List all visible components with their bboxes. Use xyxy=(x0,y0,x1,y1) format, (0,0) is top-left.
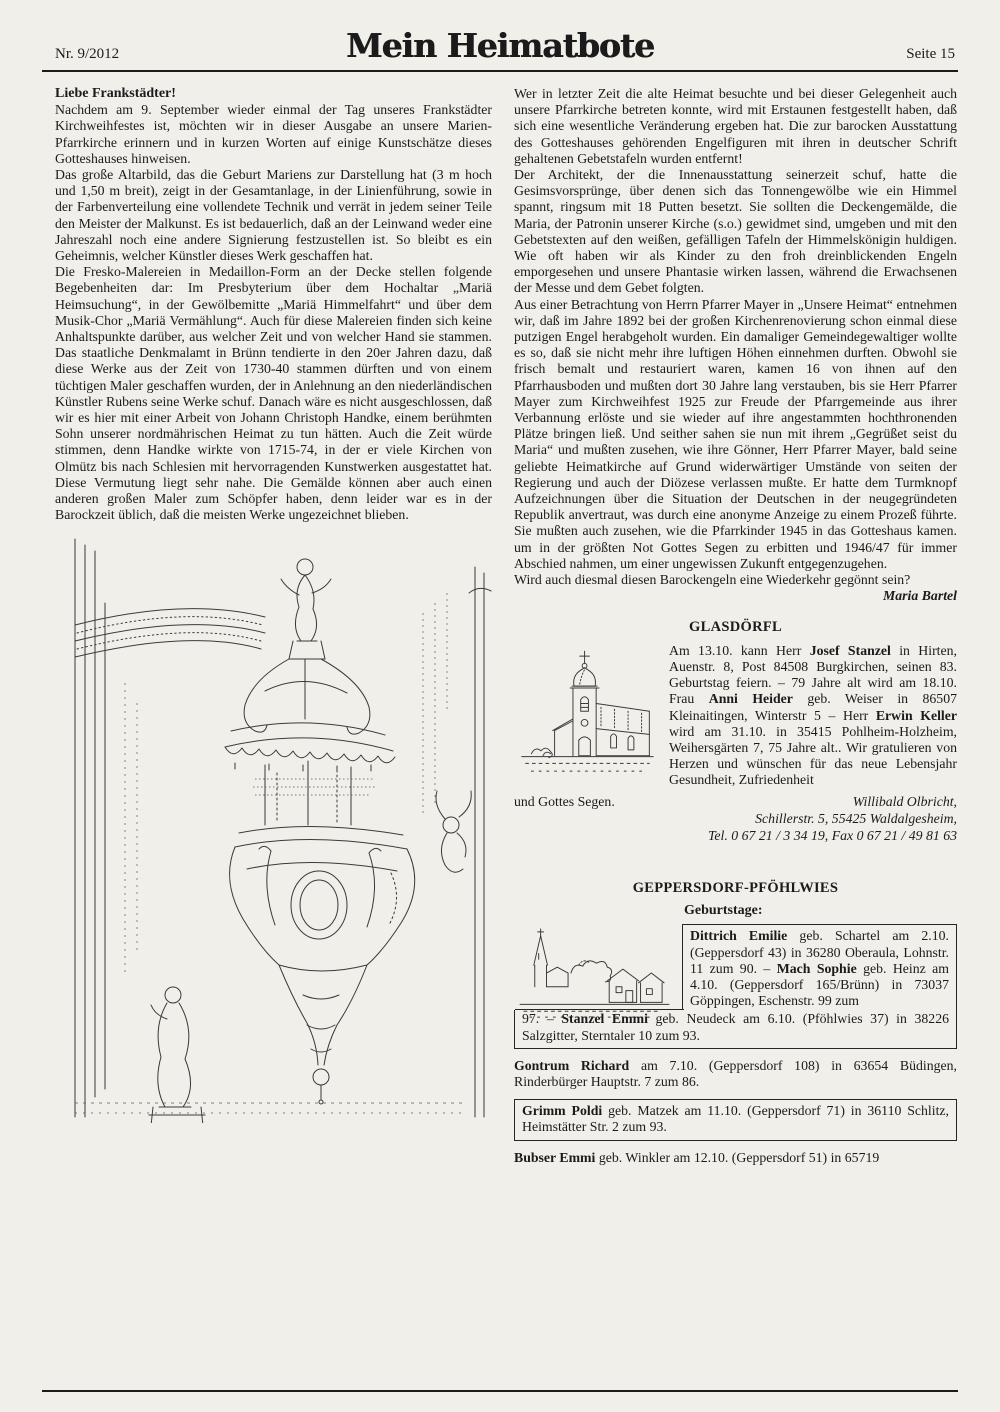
geppersdorf-section xyxy=(514,880,957,1166)
pulpit-illustration xyxy=(55,533,492,1123)
church-drawing xyxy=(514,645,659,790)
issue-number: Nr. 9/2012 xyxy=(55,46,120,62)
article-paragraph: Der Architekt, der die Innenausstattung seinerzeit schuf, hatte die Gesimsvorsprünge, über denen sich das Tonnengewölbe wie ein Himmel spannt, ringsum mit 18 Putten besetzt. Sie sollten die Deckengemälde, die Maria, der Patronin unserer Kirche (s.o.) gewidmet sind, umgeben und mit den Gebetstexten auf den weißen, gefälligen Tafeln der Himmelskönigin huldigen. Wie oft haben wir als Kinder zu den froh dreinblickenden Engeln emporgesehen und unsere Phantasie wirken lassen, während die Erwachsenen der Messe und dem Gebet folgten. xyxy=(514,167,957,296)
congratulator-name: Willibald Olbricht, xyxy=(852,793,957,809)
pulpit-drawing-svg xyxy=(55,533,492,1123)
birthday-entry: Gontrum Richard am 7.10. (Geppersdorf 108) in 63654 Büdingen, Rinderbürger Hauptstr. 7 zum 86. xyxy=(514,1057,957,1089)
village-drawing xyxy=(514,926,676,1022)
left-column xyxy=(55,86,492,1123)
masthead-title: Mein Heimatbote xyxy=(345,26,655,65)
glasdoerfl-heading: GLASDÖRFL xyxy=(689,618,782,635)
article-heading: Liebe Frankstädter! xyxy=(55,86,176,101)
article-paragraph: Das große Altarbild, das die Geburt Mariens zur Darstellung hat (3 m hoch und 1,50 m breit), zeigt in der Gesamtanlage, in der Linienführung, sowie in der Farbenverteilung eine vollendete Technik und verrät in jedem seiner Teile den Meister der Malkunst. Es ist bedauerlich, daß an der Leinwand weder eine Jahreszahl noch eine andere Signierung festzustellen ist. So bleibt es ein Geheimnis, welcher Künstler dieses Werk geschaffen hat. xyxy=(55,167,492,264)
glasdoerfl-section xyxy=(514,619,957,844)
glasdoerfl-text: Am 13.10. kann Herr Josef Stanzel in Hirten, Auenstr. 8, Post 84508 Burgkirchen, seinen 83. Geburtstag feiern. – 79 Jahre alt wird am 18.10. Frau Anni Heider geb. Weiser in 86507 Kleinaitingen, Winterstr 5 – Herr Erwin Keller wird am 31.10. in 35415 Pohlheim-Holzheim, Weihersgärten 7, 75 Jahre alt.. Wir gratulieren von Herzen und wünschen für das neue Lebensjahr Gesundheit, Zufriedenheit xyxy=(669,642,957,788)
footer-rule xyxy=(42,1390,958,1392)
glasdoerfl-closing-row xyxy=(514,794,957,810)
closing-question: Wird auch diesmal diesen Barockengeln eine Wiederkehr gegönnt sein? xyxy=(514,572,911,588)
birthday-box-top: Dittrich Emilie geb. Schartel am 2.10. (Geppersdorf 43) in 36280 Oberaula, Lohnstr. 11 zum 90. – Mach Sophie geb. Heinz am 4.10. (Geppersdorf 165/Brünn) in 73037 Göppingen, Eschenstr. 99 zum xyxy=(682,924,957,1010)
glasdoerfl-body xyxy=(514,643,957,792)
glasdoerfl-closing-text: und Gottes Segen. xyxy=(514,793,615,809)
article-paragraph: Wer in letzter Zeit die alte Heimat besuchte und bei dieser Gelegenheit auch unsere Pfarrkirche betreten konnte, wird mit Erstaunen festgestellt haben, daß sich eine wesentliche Veränderung ergeben hat. Die zur barocken Ausstattung des Gotteshauses gehörenden Engelfiguren mit ihren in deutscher Schrift gehaltenen Gebetstafeln wurden entfernt! xyxy=(514,86,957,166)
right-column xyxy=(514,86,957,1166)
birthday-box-grimm: Grimm Poldi geb. Matzek am 11.10. (Geppersdorf 71) in 36110 Schlitz, Heimstätter Str. 2 zum 93. xyxy=(514,1099,957,1140)
author-signature: Maria Bartel xyxy=(883,588,957,604)
congratulator-address xyxy=(514,810,957,844)
article-paragraph: Die Fresko-Malereien in Medaillon-Form an der Decke stellen folgende Begebenheiten dar: Im Presbyterium über dem Hochaltar „Mariä Heimsuchung“, in der Gewölbemitte „Mariä Himmelfahrt“ und über dem Musik-Chor „Mariä Vermählung“. Auch für diese Malereien finden sich keine Anhaltspunkte darüber, aus welcher Zeit und von welcher Hand sie stammen. Das staatliche Denkmalamt in Brünn tendierte in den 20er Jahren dazu, daß diese Werke aus der Zeit von 1730-40 stammen dürften und von einem tüchtigen Maler geschaffen wurden, der in Anlehnung an den niederländischen Künstler Rubens seine Werke schuf. Danach wäre es nicht ausgeschlossen, daß wir es hier mit einer Arbeit von Johann Christoph Handke, einem berühmten Sohn unserer nordmährischen Heimat zu tun hätten. Auch die Zeit würde stimmen, denn Handke wirkte von 1715-74, in der er viele Kirchen von Olmütz bis nach Schlesien mit hervorragenden Kunstwerken ausgestattet hat. Diese Vermutung liegt sehr nahe. Die Gemälde können aber auch einen anderen großen Maler zum Schöpfer haben, denn leider war es in der Barockzeit üblich, daß die meisten Werke ungezeichnet blieben. xyxy=(55,264,492,523)
page-number: Seite 15 xyxy=(906,46,955,62)
header-rule xyxy=(42,70,958,72)
geppersdorf-heading: GEPPERSDORF-PFÖHLWIES xyxy=(632,879,839,896)
birthday-entry: Bubser Emmi geb. Winkler am 12.10. (Geppersdorf 51) in 65719 xyxy=(514,1149,880,1165)
article-paragraph: Aus einer Betrachtung von Herrn Pfarrer Mayer in „Unsere Heimat“ entnehmen wir, daß im Jahre 1892 bei der großen Kirchenrenovierung schon einmal diese putzigen Engel herabgeholt wurden. Ein damaliger Gemeindegewaltiger wollte es so, daß sie nicht mehr ihre luftigen Höhen einnehmen durften. Obwohl sie frisch bemalt und restauriert waren, kamen 16 von ihnen auf den Pfarrhausboden und mußten dort 30 Jahre lang verstauben, bis sie Herr Pfarrer Mayer zum Kirchweihfest 1925 zur Freude der Pfarrgemeinde aus ihrer Verbannung erlöste und sie wieder auf ihre angestammten hochthronenden Plätze bringen ließ. Und seither sahen sie nun mit ihrem „Gegrüßet seist du Maria“ und mußten zusehen, wie ihre Gönner, Herr Pfarrer Mayer, bald seine geliebte Heimatkirche auf Grund widerwärtiger Umstände von seiten der Regierung und auch der Diözese verlassen mußte. Er hatte dem Turmknopf Aufzeichnungen über die Situation der Deutschen in der neugegründeten Republik anvertraut, was durch eine anonyme Anzeige zu einem Prozeß führte. Sie mußten auch zusehen, wie die Pfarrkinder 1945 in das Gotteshaus kamen. um in der größten Not Gottes Segen zu erbitten und 1946/47 für immer Abschied nahmen, um einer ungewissen Zukunft entgegenzugehen. xyxy=(514,296,957,571)
phone-line: Tel. 0 67 21 / 3 34 19, Fax 0 67 21 / 49 81 63 xyxy=(708,827,957,843)
article-paragraph: Nachdem am 9. September wieder einmal der Tag unseres Frankstädter Kirchweihfestes ist, möchten wir in dieser Ausgabe an unsere Marien-Pfarrkirche erinnern und in kurzen Worten auf einige Kunstschätze dieses Gotteshauses hinweisen. xyxy=(55,102,492,166)
address-line: Schillerstr. 5, 55425 Waldalgesheim, xyxy=(755,810,957,826)
birthday-box-bottom: 97. – Stanzel Emmi geb. Neudeck am 6.10. (Pföhlwies 37) in 38226 Salzgitter, Sterntaler 10 zum 93. xyxy=(514,1010,957,1048)
birthdays-subheading: Geburtstage: xyxy=(684,903,763,919)
